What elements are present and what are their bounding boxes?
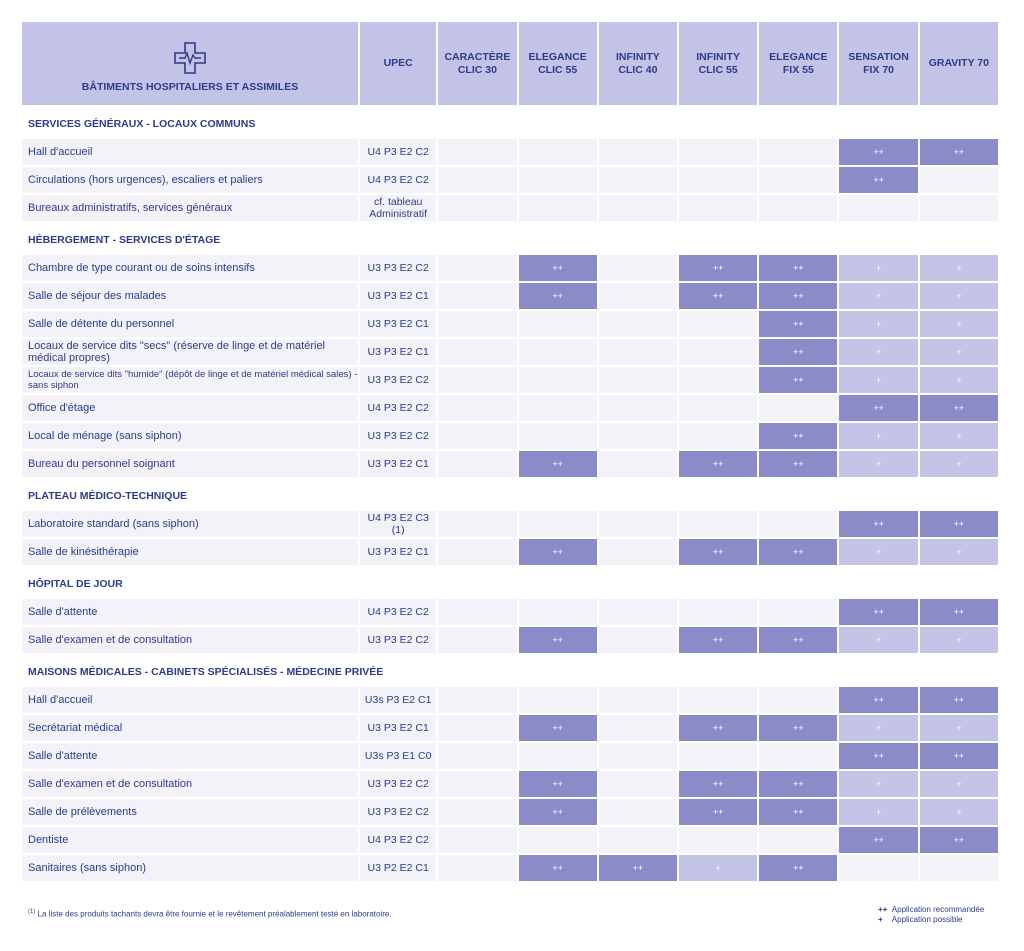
empty-cell <box>438 539 516 565</box>
recommended-cell: ++ <box>839 687 917 713</box>
upec-rating: U4 P3 E2 C3 (1) <box>360 511 436 537</box>
room-name: Circulations (hors urgences), escaliers et paliers <box>22 167 358 193</box>
recommended-cell: ++ <box>839 511 917 537</box>
recommended-cell: ++ <box>839 139 917 165</box>
empty-cell <box>839 855 917 881</box>
possible-cell: + <box>839 311 917 337</box>
empty-cell <box>438 139 516 165</box>
recommended-cell: ++ <box>920 599 998 625</box>
gap-cell <box>22 655 998 657</box>
upec-rating: U3 P3 E2 C2 <box>360 367 436 393</box>
empty-cell <box>759 599 837 625</box>
upec-rating: U4 P3 E2 C2 <box>360 827 436 853</box>
section-title: SERVICES GÉNÉRAUX - LOCAUX COMMUNS <box>22 111 998 137</box>
possible-cell: + <box>839 423 917 449</box>
empty-cell <box>599 827 677 853</box>
empty-cell <box>438 715 516 741</box>
empty-cell <box>679 599 757 625</box>
product-header: ELEGANCE FIX 55 <box>759 22 837 105</box>
possible-cell: + <box>920 283 998 309</box>
footnote-text: La liste des produits tachants devra être fournie et le revêtement préalablement testé en laboratoire. <box>37 909 392 919</box>
room-name: Salle de prélèvements <box>22 799 358 825</box>
upec-header: UPEC <box>360 22 436 105</box>
table-row <box>22 395 998 421</box>
empty-cell <box>599 743 677 769</box>
recommended-cell: ++ <box>599 855 677 881</box>
section-gap <box>22 107 998 109</box>
empty-cell <box>599 599 677 625</box>
table-row <box>22 139 998 165</box>
compatibility-table <box>20 20 1000 883</box>
empty-cell <box>679 511 757 537</box>
table-row <box>22 283 998 309</box>
possible-cell: + <box>839 539 917 565</box>
recommended-cell: ++ <box>839 167 917 193</box>
upec-rating: U3 P3 E2 C2 <box>360 799 436 825</box>
possible-cell: + <box>920 423 998 449</box>
table-row <box>22 451 998 477</box>
recommended-cell: ++ <box>519 715 597 741</box>
upec-rating: U3 P3 E2 C2 <box>360 255 436 281</box>
empty-cell <box>438 339 516 365</box>
upec-rating: U3 P3 E2 C2 <box>360 423 436 449</box>
section-gap <box>22 567 998 569</box>
empty-cell <box>679 687 757 713</box>
product-header: CARACTÈRE CLIC 30 <box>438 22 516 105</box>
recommended-cell: ++ <box>759 771 837 797</box>
recommended-cell: ++ <box>519 799 597 825</box>
section-header-row <box>22 659 998 685</box>
section-header-row <box>22 111 998 137</box>
empty-cell <box>599 423 677 449</box>
recommended-cell: ++ <box>759 311 837 337</box>
empty-cell <box>519 367 597 393</box>
empty-cell <box>599 715 677 741</box>
empty-cell <box>438 255 516 281</box>
table-row <box>22 827 998 853</box>
room-name: Salle de séjour des malades <box>22 283 358 309</box>
recommended-cell: ++ <box>759 451 837 477</box>
possible-cell: + <box>920 539 998 565</box>
empty-cell <box>759 687 837 713</box>
possible-cell: + <box>839 367 917 393</box>
empty-cell <box>438 599 516 625</box>
table-row <box>22 599 998 625</box>
empty-cell <box>519 599 597 625</box>
recommended-cell: ++ <box>839 599 917 625</box>
empty-cell <box>599 799 677 825</box>
table-row <box>22 367 998 393</box>
hospital-cross-icon <box>173 41 207 75</box>
table-row <box>22 195 998 221</box>
empty-cell <box>759 167 837 193</box>
upec-rating: U4 P3 E2 C2 <box>360 599 436 625</box>
empty-cell <box>438 395 516 421</box>
recommended-cell: ++ <box>839 827 917 853</box>
upec-rating: U4 P3 E2 C2 <box>360 395 436 421</box>
room-name: Salle d'examen et de consultation <box>22 771 358 797</box>
upec-rating: U4 P3 E2 C2 <box>360 139 436 165</box>
empty-cell <box>599 339 677 365</box>
recommended-cell: ++ <box>920 139 998 165</box>
empty-cell <box>599 367 677 393</box>
table-row <box>22 311 998 337</box>
room-name: Locaux de service dits "humide" (dépôt de linge et de matériel médical sales) - sans siphon <box>22 367 358 393</box>
section-gap <box>22 655 998 657</box>
empty-cell <box>438 627 516 653</box>
recommended-cell: ++ <box>679 283 757 309</box>
empty-cell <box>599 195 677 221</box>
empty-cell <box>438 367 516 393</box>
section-gap <box>22 223 998 225</box>
section-title: PLATEAU MÉDICO-TECHNIQUE <box>22 483 998 509</box>
upec-rating: cf. tableau Administratif <box>360 195 436 221</box>
empty-cell <box>599 451 677 477</box>
upec-rating: U3 P3 E2 C2 <box>360 771 436 797</box>
section-title: HÔPITAL DE JOUR <box>22 571 998 597</box>
possible-cell: + <box>920 255 998 281</box>
room-name: Laboratoire standard (sans siphon) <box>22 511 358 537</box>
recommended-cell: ++ <box>839 743 917 769</box>
empty-cell <box>438 195 516 221</box>
recommended-cell: ++ <box>679 451 757 477</box>
empty-cell <box>599 283 677 309</box>
empty-cell <box>519 139 597 165</box>
empty-cell <box>519 167 597 193</box>
section-header-row <box>22 571 998 597</box>
section-title: MAISONS MÉDICALES - CABINETS SPÉCIALISÉS - MÉDECINE PRIVÉE <box>22 659 998 685</box>
gap-cell <box>22 567 998 569</box>
possible-cell: + <box>920 311 998 337</box>
empty-cell <box>438 743 516 769</box>
possible-cell: + <box>839 799 917 825</box>
room-name: Dentiste <box>22 827 358 853</box>
empty-cell <box>759 139 837 165</box>
empty-cell <box>438 511 516 537</box>
room-name: Office d'étage <box>22 395 358 421</box>
empty-cell <box>839 195 917 221</box>
legend-label: Application possible <box>891 915 963 924</box>
gap-cell <box>22 479 998 481</box>
empty-cell <box>519 743 597 769</box>
legend-item <box>878 905 984 915</box>
empty-cell <box>519 827 597 853</box>
empty-cell <box>920 167 998 193</box>
empty-cell <box>599 511 677 537</box>
section-gap <box>22 479 998 481</box>
table-row <box>22 799 998 825</box>
room-name: Hall d'accueil <box>22 139 358 165</box>
upec-rating: U3 P3 E2 C1 <box>360 311 436 337</box>
footnote-marker: (1) <box>28 909 36 915</box>
table-row <box>22 855 998 881</box>
recommended-cell: ++ <box>759 799 837 825</box>
empty-cell <box>679 423 757 449</box>
empty-cell <box>679 167 757 193</box>
recommended-cell: ++ <box>679 539 757 565</box>
empty-cell <box>679 827 757 853</box>
recommended-cell: ++ <box>519 451 597 477</box>
room-name: Salle d'examen et de consultation <box>22 627 358 653</box>
possible-cell: + <box>920 799 998 825</box>
empty-cell <box>519 511 597 537</box>
recommended-cell: ++ <box>519 539 597 565</box>
product-header: INFINITY CLIC 55 <box>679 22 757 105</box>
upec-rating: U3 P3 E2 C1 <box>360 451 436 477</box>
upec-rating: U3s P3 E2 C1 <box>360 687 436 713</box>
upec-rating: U3s P3 E1 C0 <box>360 743 436 769</box>
room-name: Locaux de service dits "secs" (réserve de linge et de matériel médical propres) <box>22 339 358 365</box>
possible-cell: + <box>839 627 917 653</box>
upec-rating: U3 P3 E2 C1 <box>360 283 436 309</box>
empty-cell <box>679 367 757 393</box>
empty-cell <box>438 771 516 797</box>
possible-cell: + <box>839 715 917 741</box>
empty-cell <box>438 167 516 193</box>
upec-rating: U4 P3 E2 C2 <box>360 167 436 193</box>
recommended-cell: ++ <box>759 539 837 565</box>
empty-cell <box>438 687 516 713</box>
possible-cell: + <box>920 627 998 653</box>
empty-cell <box>599 311 677 337</box>
section-header-row <box>22 483 998 509</box>
table-row <box>22 167 998 193</box>
product-header: INFINITY CLIC 40 <box>599 22 677 105</box>
product-header: SENSATION FIX 70 <box>839 22 917 105</box>
recommended-cell: ++ <box>679 715 757 741</box>
empty-cell <box>759 743 837 769</box>
recommended-cell: ++ <box>679 771 757 797</box>
empty-cell <box>599 167 677 193</box>
upec-rating: U3 P3 E2 C1 <box>360 715 436 741</box>
possible-cell: + <box>839 451 917 477</box>
section-title: HÉBERGEMENT - SERVICES D'ÉTAGE <box>22 227 998 253</box>
empty-cell <box>599 395 677 421</box>
recommended-cell: ++ <box>920 395 998 421</box>
footnote <box>28 909 392 919</box>
recommended-cell: ++ <box>759 855 837 881</box>
empty-cell <box>438 855 516 881</box>
category-header <box>22 22 358 105</box>
table-row <box>22 771 998 797</box>
empty-cell <box>759 395 837 421</box>
possible-cell: + <box>920 715 998 741</box>
legend-symbol: ++ <box>878 905 888 914</box>
table-row <box>22 339 998 365</box>
empty-cell <box>920 195 998 221</box>
empty-cell <box>599 539 677 565</box>
empty-cell <box>599 139 677 165</box>
empty-cell <box>438 451 516 477</box>
product-header: GRAVITY 70 <box>920 22 998 105</box>
empty-cell <box>679 339 757 365</box>
gap-cell <box>22 107 998 109</box>
possible-cell: + <box>839 339 917 365</box>
room-name: Salle d'attente <box>22 599 358 625</box>
table-row <box>22 687 998 713</box>
table-row <box>22 511 998 537</box>
recommended-cell: ++ <box>920 743 998 769</box>
room-name: Salle de kinésithérapie <box>22 539 358 565</box>
header-row <box>22 22 998 105</box>
recommended-cell: ++ <box>759 715 837 741</box>
legend-item <box>878 915 984 925</box>
table-row <box>22 423 998 449</box>
empty-cell <box>438 799 516 825</box>
recommended-cell: ++ <box>679 627 757 653</box>
possible-cell: + <box>839 255 917 281</box>
table-body <box>22 107 998 881</box>
empty-cell <box>679 311 757 337</box>
product-header: ELEGANCE CLIC 55 <box>519 22 597 105</box>
empty-cell <box>519 395 597 421</box>
table-row <box>22 255 998 281</box>
room-name: Secrétariat médical <box>22 715 358 741</box>
legend <box>878 905 984 925</box>
table-row <box>22 715 998 741</box>
recommended-cell: ++ <box>920 687 998 713</box>
recommended-cell: ++ <box>519 627 597 653</box>
empty-cell <box>679 139 757 165</box>
recommended-cell: ++ <box>519 771 597 797</box>
upec-rating: U3 P2 E2 C1 <box>360 855 436 881</box>
upec-rating: U3 P3 E2 C1 <box>360 339 436 365</box>
legend-label: Application recommandée <box>891 905 985 914</box>
recommended-cell: ++ <box>759 255 837 281</box>
possible-cell: + <box>839 283 917 309</box>
possible-cell: + <box>679 855 757 881</box>
upec-rating: U3 P3 E2 C1 <box>360 539 436 565</box>
empty-cell <box>599 255 677 281</box>
empty-cell <box>599 687 677 713</box>
empty-cell <box>438 283 516 309</box>
category-title: BÂTIMENTS HOSPITALIERS ET ASSIMILES <box>81 81 299 93</box>
empty-cell <box>519 423 597 449</box>
room-name: Hall d'accueil <box>22 687 358 713</box>
room-name: Local de ménage (sans siphon) <box>22 423 358 449</box>
table-row <box>22 743 998 769</box>
empty-cell <box>679 395 757 421</box>
room-name: Chambre de type courant ou de soins intensifs <box>22 255 358 281</box>
recommended-cell: ++ <box>920 827 998 853</box>
empty-cell <box>599 627 677 653</box>
recommended-cell: ++ <box>759 627 837 653</box>
room-name: Bureau du personnel soignant <box>22 451 358 477</box>
recommended-cell: ++ <box>759 339 837 365</box>
gap-cell <box>22 223 998 225</box>
empty-cell <box>438 311 516 337</box>
empty-cell <box>519 687 597 713</box>
empty-cell <box>759 511 837 537</box>
possible-cell: + <box>920 339 998 365</box>
section-header-row <box>22 227 998 253</box>
possible-cell: + <box>920 367 998 393</box>
recommended-cell: ++ <box>759 423 837 449</box>
recommended-cell: ++ <box>759 367 837 393</box>
room-name: Salle d'attente <box>22 743 358 769</box>
room-name: Salle de détente du personnel <box>22 311 358 337</box>
empty-cell <box>438 423 516 449</box>
empty-cell <box>759 195 837 221</box>
recommended-cell: ++ <box>519 255 597 281</box>
empty-cell <box>438 827 516 853</box>
empty-cell <box>519 339 597 365</box>
empty-cell <box>920 855 998 881</box>
recommended-cell: ++ <box>920 511 998 537</box>
empty-cell <box>679 743 757 769</box>
recommended-cell: ++ <box>679 255 757 281</box>
room-name: Bureaux administratifs, services généraux <box>22 195 358 221</box>
recommended-cell: ++ <box>519 283 597 309</box>
table-row <box>22 627 998 653</box>
recommended-cell: ++ <box>759 283 837 309</box>
recommended-cell: ++ <box>839 395 917 421</box>
table-row <box>22 539 998 565</box>
possible-cell: + <box>920 771 998 797</box>
recommended-cell: ++ <box>519 855 597 881</box>
room-name: Sanitaires (sans siphon) <box>22 855 358 881</box>
empty-cell <box>679 195 757 221</box>
upec-rating: U3 P3 E2 C2 <box>360 627 436 653</box>
empty-cell <box>519 195 597 221</box>
empty-cell <box>759 827 837 853</box>
empty-cell <box>519 311 597 337</box>
possible-cell: + <box>920 451 998 477</box>
recommended-cell: ++ <box>679 799 757 825</box>
possible-cell: + <box>839 771 917 797</box>
legend-symbol: + <box>878 915 883 924</box>
empty-cell <box>599 771 677 797</box>
